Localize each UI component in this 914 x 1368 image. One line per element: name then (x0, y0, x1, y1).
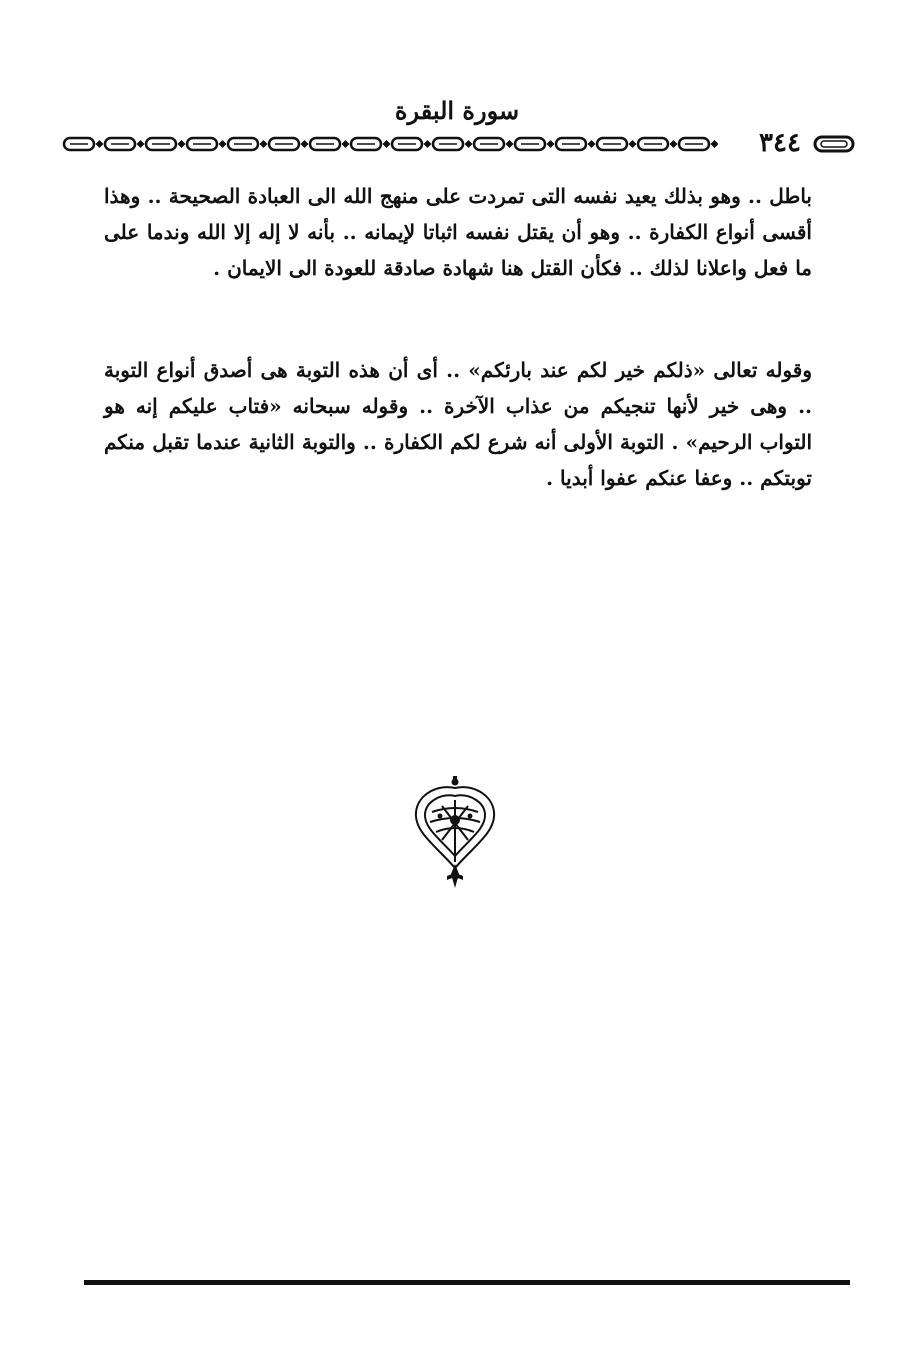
page-number: ٣٤٤ (759, 128, 801, 158)
border-end-cap-icon (812, 133, 856, 155)
paragraph-1: باطل .. وهو بذلك يعيد نفسه التى تمردت على منهج الله الى العبادة الصحيحة .. وهذا أقسى أنواع الكفارة .. وهو أن يقتل نفسه اثباتا لإيمانه .. بأنه لا إله إلا الله وندما على ما فعل واعلانا لذلك .. فكأن القتل هنا شهادة صادقة للعودة الى الايمان . (104, 184, 812, 280)
paragraph-2: وقوله تعالى «ذلكم خير لكم عند بارئكم» .. أى أن هذه التوبة هى أصدق أنواع التوبة .. وهى خير لأنها تنجيكم من عذاب الآخرة .. وقوله سبحانه «فتاب عليكم إنه هو التواب الرحيم» . التوبة الأولى أنه شرع لكم الكفارة .. والتوبة الثانية عندما تقبل منكم توبتكم .. وعفا عنكم عفوا أبديا . (104, 358, 813, 490)
floral-ornament-icon (412, 776, 498, 892)
surah-title: سورة البقرة (394, 96, 520, 125)
chain-border-icon (60, 130, 750, 158)
footer-rule (84, 1280, 850, 1285)
